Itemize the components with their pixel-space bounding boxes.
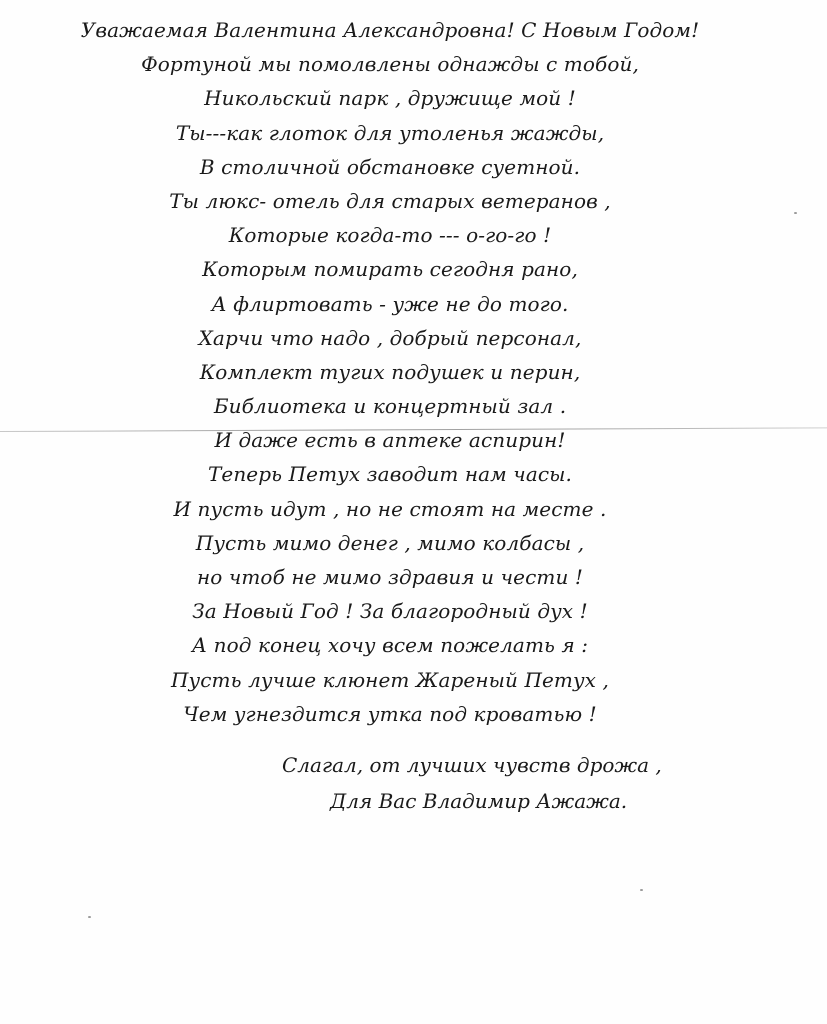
poem-line: Ты---как глоток для утоленья жажды, [175,120,605,145]
signature-author: Для Вас Владимир Ажажа. [330,789,628,813]
poem-line: И даже есть в аптеке аспирин! [214,428,566,453]
paper-speck [640,889,643,891]
poem-line: В столичной обстановке суетной. [199,154,581,179]
poem-line: но чтоб не мимо здравия и чести ! [196,565,584,589]
poem-line: Чем угнездится утка под кроватью ! [183,701,597,726]
poem-line: И пусть идут , но не стоят на месте . [173,496,607,521]
poem-line: Фортуной мы помолвлены однажды с тобой, [141,52,639,77]
poem-line: А флиртовать - уже не до того. [211,291,569,316]
poem-line: Библиотека и концертный зал . [213,394,567,419]
signature-line-1: Слагал, от лучших чувств дрожа , [282,753,662,777]
poem-line: Харчи что надо , добрый персонал, [198,325,582,350]
poem-line: За Новый Год ! За благородный дух ! [192,599,588,624]
poem-line: Которым помирать сегодня рано, [202,257,578,282]
poem-line: Комплект тугих подушек и перин, [199,359,581,384]
poem-line: Ты люкс- отель для старых ветеранов , [169,188,611,213]
poem-line: А под конец хочу всем пожелать я : [191,633,589,658]
poem-line: Пусть мимо денег , мимо колбасы , [195,530,585,555]
poem-line: Никольский парк , дружище мой ! [204,86,576,111]
paper-speck [794,212,797,214]
paper-speck [88,916,91,918]
poem-line: Пусть лучше клюнет Жареный Петух , [171,667,609,692]
poem-line: Которые когда-то --- о-го-го ! [228,223,552,248]
poem-line: Уважаемая Валентина Александровна! С Новым Годом! [80,18,700,42]
poem-line: Теперь Петух заводит нам часы. [207,462,573,487]
poem [0,13,780,731]
